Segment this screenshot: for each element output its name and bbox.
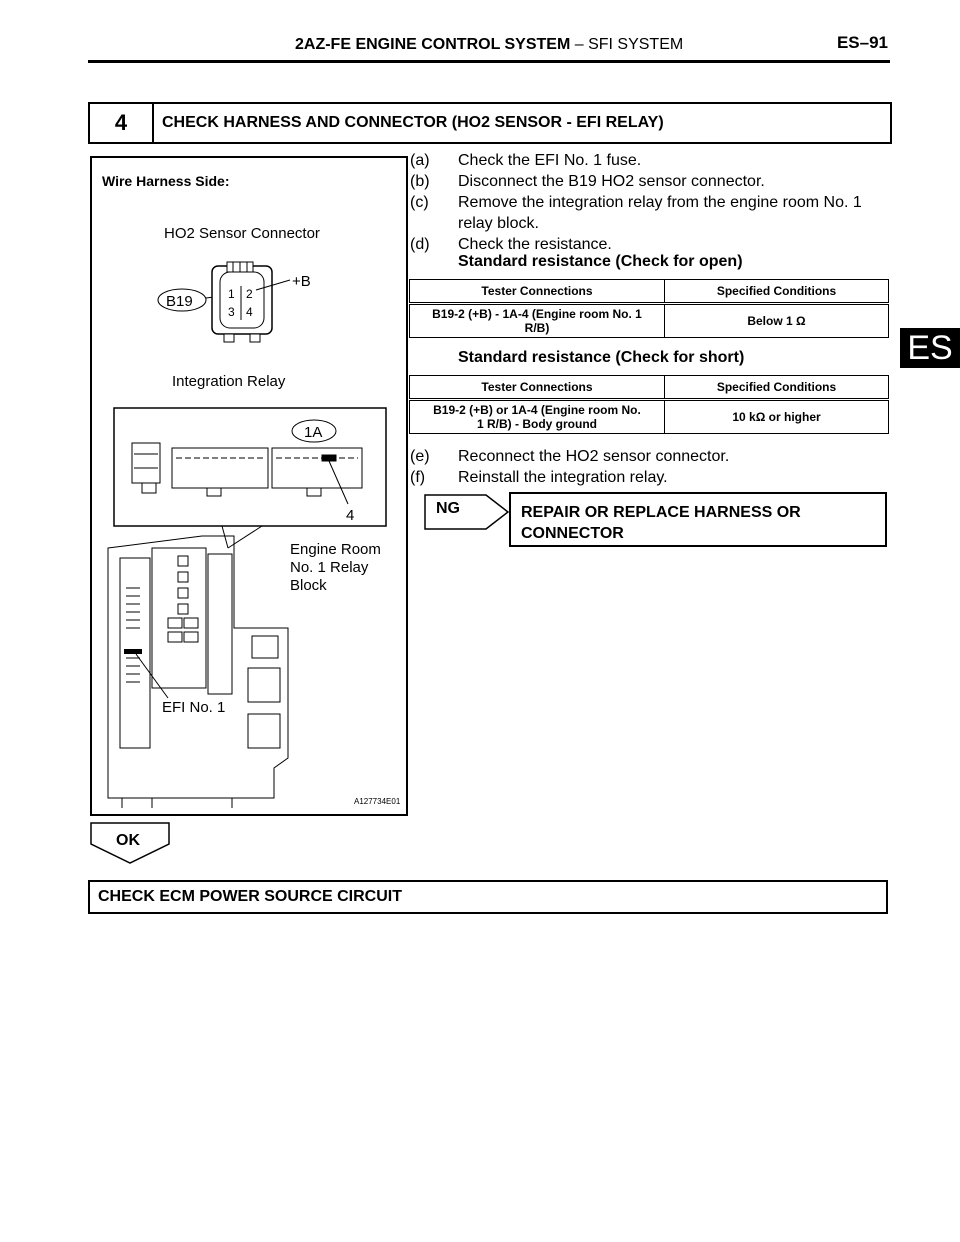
std-open-heading: Standard resistance (Check for open) [458, 253, 743, 270]
relay-block-line-2: No. 1 Relay [290, 559, 369, 576]
col-header-conditions: Specified Conditions [665, 280, 889, 304]
cell-condition: 10 kΩ or higher [665, 400, 889, 434]
header-title-bold: 2AZ-FE ENGINE CONTROL SYSTEM [295, 36, 571, 53]
table-row [410, 400, 889, 434]
ng-label: NG [436, 500, 460, 517]
spec-table-open [409, 279, 889, 338]
step-header [88, 102, 892, 144]
relay-pin-label: 4 [346, 507, 355, 524]
cell-connection: B19-2 (+B) or 1A-4 (Engine room No. 1 R/B) - Body ground [410, 400, 665, 434]
relay-block-line-1: Engine Room [290, 541, 381, 558]
cell-connection: B19-2 (+B) - 1A-4 (Engine room No. 1 R/B) [410, 304, 665, 338]
section-tab: ES [900, 328, 960, 368]
relay-block-line-3: Block [290, 577, 327, 594]
col-header-tester: Tester Connections [410, 280, 665, 304]
step-title: CHECK HARNESS AND CONNECTOR (HO2 SENSOR - EFI RELAY) [162, 114, 664, 131]
plus-b-label: +B [292, 273, 311, 290]
fuse-label: EFI No. 1 [162, 699, 226, 716]
cell-condition: Below 1 Ω [665, 304, 889, 338]
repair-box: REPAIR OR REPLACE HARNESS OR CONNECTOR [509, 492, 887, 547]
instruction-list-2: (e) Reconnect the HO2 sensor connector. (f) Reinstall the integration relay. [410, 448, 730, 486]
pin-2: 2 [246, 287, 253, 301]
spec-table-short [409, 375, 889, 434]
col-header-tester: Tester Connections [410, 376, 665, 400]
pin-3: 3 [228, 305, 235, 319]
page-number: ES–91 [836, 33, 888, 52]
pin-1: 1 [228, 287, 235, 301]
figure-heading: Wire Harness Side: [102, 173, 230, 189]
relay-connector-id: 1A [304, 424, 323, 441]
instruction-list: (a) Check the EFI No. 1 fuse. (b) Disconnect the B19 HO2 sensor connector. (c) Remove the integration relay from the engine room No. 1 relay block. (d) Check the resistance. [410, 152, 862, 253]
wiring-figure [90, 156, 408, 816]
relay-block-icon [108, 536, 288, 808]
col-header-conditions: Specified Conditions [665, 376, 889, 400]
wiring-diagram [92, 158, 406, 814]
header-rule [88, 60, 890, 63]
ho2-connector-icon [212, 262, 272, 342]
ok-label: OK [116, 832, 140, 849]
page-header-title [295, 36, 683, 54]
pin-4: 4 [246, 305, 253, 319]
step-number: 4 [90, 104, 154, 142]
next-step-box: CHECK ECM POWER SOURCE CIRCUIT [88, 880, 888, 914]
efi-fuse-highlight [124, 649, 142, 654]
integration-relay-label: Integration Relay [172, 373, 286, 390]
connector-id: B19 [166, 293, 193, 310]
sensor-connector-label: HO2 Sensor Connector [164, 225, 320, 242]
table-row [410, 304, 889, 338]
figure-code: A127734E01 [354, 797, 401, 806]
header-title-rest: – SFI SYSTEM [574, 36, 684, 53]
std-short-heading: Standard resistance (Check for short) [458, 349, 745, 366]
